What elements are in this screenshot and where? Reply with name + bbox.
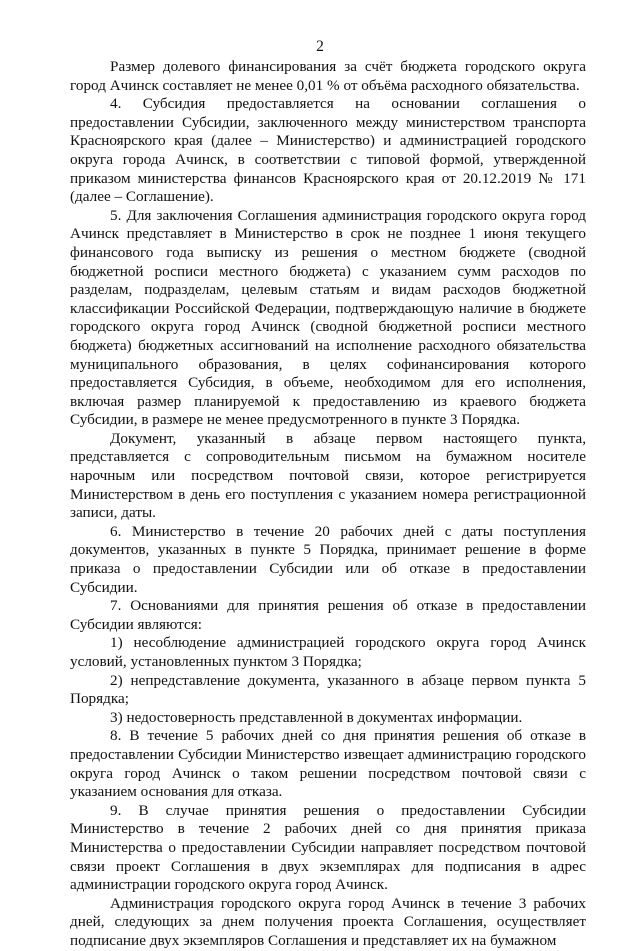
paragraph-9-agreement-draft: 9. В случае принятия решения о предоставлении Субсидии Министерство в течение 2 рабочих дней со дня принятия приказа Министерства о предоставлении Субсидии направляет посредством почтовой связи проект Соглашения в двух экземплярах для подписания в адрес администрации городского округа город Ачинск. [70, 801, 586, 894]
paragraph-document-submission: Документ, указанный в абзаце первом настоящего пункта, представляется с сопроводительным письмом на бумажном носителе нарочным или посредством почтовой связи, которое регистрируется Министерством в день его поступления с указанием номера регистрационной записи, даты. [70, 429, 586, 522]
paragraph-cofinancing-share: Размер долевого финансирования за счёт бюджета городского округа город Ачинск составляет не менее 0,01 % от объёма расходного обязательства. [70, 58, 586, 94]
list-item-ground-2: 2) непредставление документа, указанного в абзаце первом пункта 5 Порядка; [70, 671, 586, 708]
document-body [70, 58, 586, 951]
paragraph-signing: Администрация городского округа город Ачинск в течение 3 рабочих дней, следующих за днем получения проекта Соглашения, осуществляет подписание двух экземпляров Соглашения и представляет их на бумажном [70, 894, 586, 949]
paragraph-5-documents: 5. Для заключения Соглашения администрация городского округа город Ачинск представляет в Министерство в срок не позднее 1 июня текущего финансового года выписку из решения о местном бюджете (сводной бюджетной росписи местного бюджета) с указанием сумм расходов по разделам, подразделам, целевым статьям и видам расходов бюджетной классификации Российской Федерации, подтверждающую наличие в бюджете городского округа город Ачинск (сводной бюджетной росписи местного бюджета) бюджетных ассигнований на исполнение расходного обязательства муниципального образования, в целях софинансирования которого предоставляется Субсидия, в объеме, необходимом для его исполнения, включая размер планируемой к предоставлению из краевого бюджета Субсидии, в размере не менее предусмотренного в пункте 3 Порядка. [70, 206, 586, 429]
paragraph-4-agreement: 4. Субсидия предоставляется на основании соглашения о предоставлении Субсидии, заключенного между министерством транспорта Красноярского края (далее – Министерство) и администрацией городского округа города Ачинск, в соответствии с типовой формой, утвержденной приказом министерства финансов Красноярского края от 20.12.2019 № 171 (далее – Соглашение). [70, 95, 586, 206]
paragraph-7-refusal-grounds: 7. Основаниями для принятия решения об отказе в предоставлении Субсидии являются: [70, 597, 586, 633]
list-item-ground-1: 1) несоблюдение администрацией городского округа город Ачинск условий, установленных пунктом 3 Порядка; [70, 634, 586, 670]
paragraph-8-notification: 8. В течение 5 рабочих дней со дня принятия решения об отказе в предоставлении Субсидии Министерство извещает администрацию городского округа город Ачинск о таком решении посредством почтовой связи с указанием основания для отказа. [70, 727, 586, 801]
list-item-ground-3: 3) недостоверность представленной в документах информации. [110, 708, 523, 726]
paragraph-6-decision: 6. Министерство в течение 20 рабочих дней с даты поступления документов, указанных в пункте 5 Порядка, принимает решение в форме приказа о предоставлении Субсидии или об отказе в предоставлении Субсидии. [70, 522, 586, 596]
page-number: 2 [316, 38, 324, 55]
